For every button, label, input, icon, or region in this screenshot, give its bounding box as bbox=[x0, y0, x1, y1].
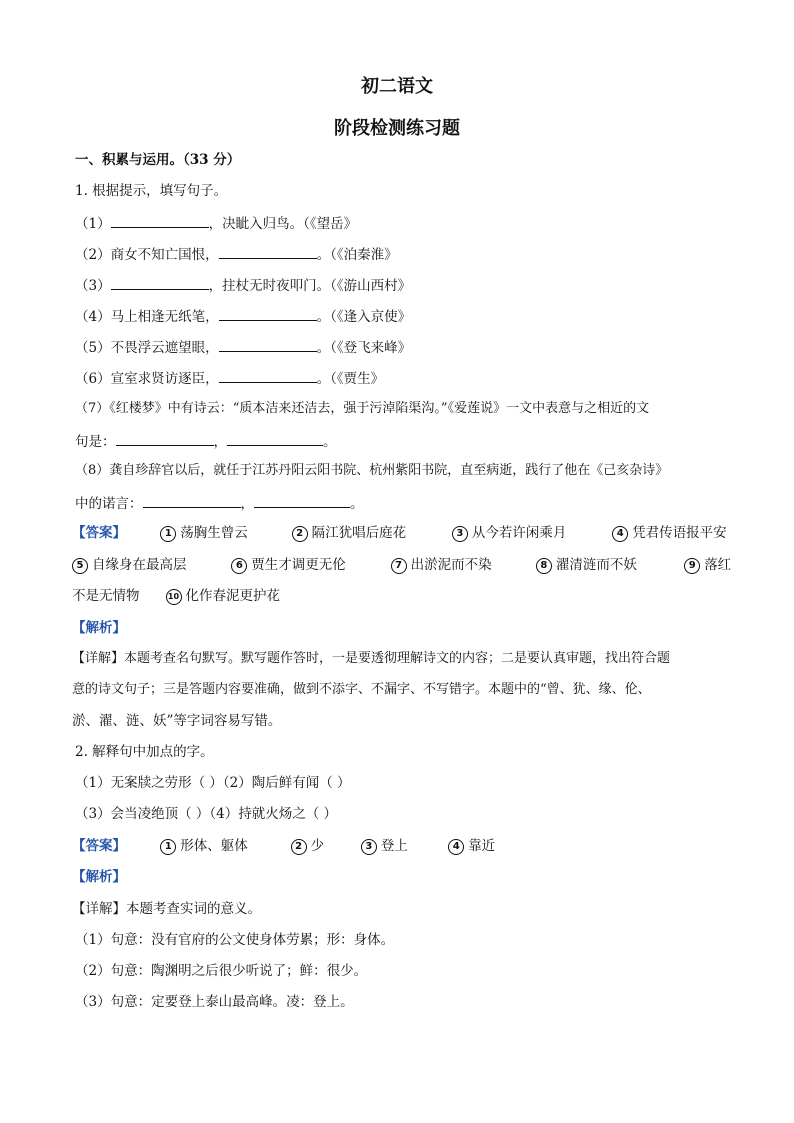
answer-item: 5 自缘身在最高层 bbox=[72, 556, 227, 574]
answer-item: 7 出淤泥而不染 bbox=[391, 556, 532, 574]
answer-item: 8 濯清涟而不妖 bbox=[536, 556, 680, 574]
analysis-label: 【解析】 bbox=[72, 869, 126, 885]
q1-item: （2）商女不知亡国恨， 。（《泊秦淮》 bbox=[75, 244, 398, 264]
section-heading: 一、积累与运用。（33 分） bbox=[75, 152, 241, 168]
answer-item: 1 荡胸生曾云 bbox=[160, 524, 287, 542]
answer-item: 1 形体、躯体 bbox=[160, 837, 286, 855]
q2-row: （1）无案牍之劳形（ ）（2）陶后鲜有闻（ ） bbox=[75, 775, 351, 791]
q1-item: （5）不畏浮云遮望眼， 。（《登飞来峰》 bbox=[75, 337, 411, 357]
answer-blank[interactable] bbox=[116, 431, 214, 446]
q1-answer-line-2 bbox=[72, 556, 731, 574]
q2-answer-line bbox=[72, 837, 495, 855]
answer-blank[interactable] bbox=[254, 493, 350, 508]
question-2-stem: 2. 解释句中加点的字。 bbox=[75, 744, 214, 760]
answer-label: 【答案】 bbox=[72, 838, 126, 854]
answer-blank[interactable] bbox=[143, 493, 241, 508]
answer-item: 3 从今若许闲乘月 bbox=[452, 524, 608, 542]
answer-blank[interactable] bbox=[219, 368, 317, 383]
q1-item: （3） ，拄杖无时夜叩门。（《游山西村》 bbox=[75, 275, 411, 295]
answer-item: 10 化作春泥更护花 bbox=[166, 587, 281, 605]
analysis-label: 【解析】 bbox=[72, 620, 126, 636]
q2-detail-line: （1）句意：没有官府的公文使身体劳累；形：身体。 bbox=[75, 932, 395, 948]
answer-blank[interactable] bbox=[219, 306, 317, 321]
q1-answer-line-1 bbox=[72, 524, 727, 542]
q1-item: （6）宣室求贤访逐臣， 。（《贾生》 bbox=[75, 368, 384, 388]
document-subtitle: 阶段检测练习题 bbox=[334, 118, 460, 139]
q1-detail-line: 淤、濯、涟、妖”等字词容易写错。 bbox=[72, 713, 282, 729]
question-1-stem: 1. 根据提示，填写句子。 bbox=[75, 183, 228, 199]
answer-blank[interactable] bbox=[111, 213, 209, 228]
answer-item: 3 登上 bbox=[361, 837, 444, 855]
q1-item-8-line1: （8）龚自珍辞官以后，就任于江苏丹阳云阳书院、杭州紫阳书院，直至病逝，践行了他在《己亥杂诗》 bbox=[75, 463, 669, 478]
answer-label: 【答案】 bbox=[72, 525, 126, 541]
answer-item: 4 靠近 bbox=[448, 837, 495, 855]
q1-detail-line: 【详解】本题考查名句默写。默写题作答时，一是要透彻理解诗文的内容；二是要认真审题，找出符合题 bbox=[72, 651, 671, 666]
answer-item: 2 少 bbox=[291, 837, 357, 855]
answer-item: 4 凭君传语报平安 bbox=[612, 524, 727, 542]
answer-item: 9 落红 bbox=[684, 556, 731, 574]
q1-item: （1） ，决眦入归鸟。（《望岳》 bbox=[75, 213, 357, 233]
q1-item: （4）马上相逢无纸笔， 。（《逢入京使》 bbox=[75, 306, 411, 326]
q1-item-8-line2: 中的诺言： ， 。 bbox=[75, 493, 364, 513]
q2-row: （3）会当凌绝顶（ ）（4）持就火炀之（ ） bbox=[75, 806, 338, 822]
q1-detail-line: 意的诗文句子；三是答题内容要准确，做到不添字、不漏字、不写错字。本题中的“曾、犹、缘、伦、 bbox=[72, 682, 651, 697]
answer-item: 6 贾生才调更无伦 bbox=[231, 556, 386, 574]
document-title: 初二语文 bbox=[361, 76, 433, 97]
answer-blank[interactable] bbox=[111, 275, 209, 290]
answer-blank[interactable] bbox=[219, 337, 317, 352]
q1-item-7-line2: 句是： ， 。 bbox=[75, 431, 337, 451]
answer-blank[interactable] bbox=[219, 244, 317, 259]
q1-item-7-line1: （7）《红楼梦》中有诗云：“质本洁来还洁去，强于污淖陷渠沟。”《爱莲说》一文中表意与之相近的文 bbox=[75, 401, 650, 416]
detail-label: 【详解】 bbox=[72, 651, 125, 666]
answer-blank[interactable] bbox=[227, 431, 323, 446]
q2-detail-line: 【详解】本题考查实词的意义。 bbox=[72, 901, 261, 917]
detail-label: 【详解】 bbox=[72, 901, 126, 917]
q2-detail-line: （2）句意：陶渊明之后很少听说了；鲜：很少。 bbox=[75, 963, 368, 979]
answer-item: 2 隔江犹唱后庭花 bbox=[292, 524, 448, 542]
q2-detail-line: （3）句意：定要登上泰山最高峰。凌：登上。 bbox=[75, 994, 354, 1010]
q1-answer-line-3: 不是无情物 10 化作春泥更护花 bbox=[72, 588, 280, 604]
